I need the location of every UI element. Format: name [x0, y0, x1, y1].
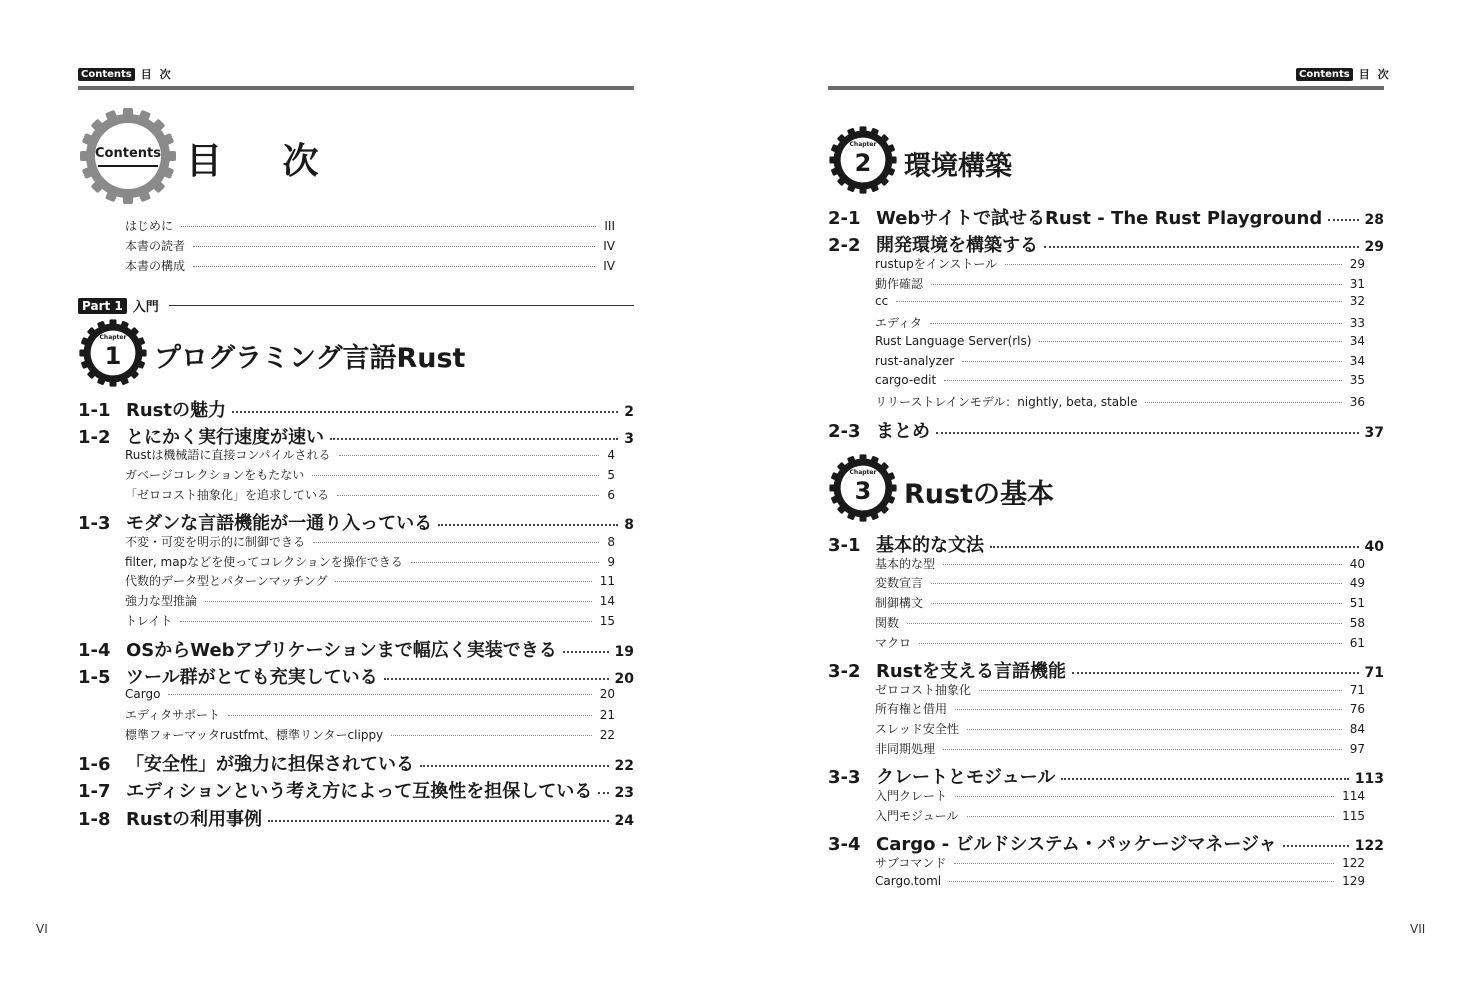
- running-head-tag: Contents: [78, 68, 135, 81]
- page-number: VI: [36, 922, 48, 936]
- section-row[interactable]: 2-2 開発環境を構築する 29: [828, 235, 1384, 256]
- contents-gear-badge: [78, 106, 178, 206]
- running-head: [1296, 66, 1397, 82]
- section-row[interactable]: 1-3 モダンな言語機能が一通り入っている 8: [78, 513, 634, 534]
- chapter-number: 1: [104, 342, 122, 370]
- subsection-row[interactable]: 基本的な型 40: [875, 557, 1365, 571]
- header-rule: [828, 86, 1384, 90]
- subsection-row[interactable]: 「ゼロコスト抽象化」を追求している 6: [125, 488, 615, 502]
- subsection-row[interactable]: 制御構文 51: [875, 596, 1365, 610]
- section-row[interactable]: 3-3 クレートとモジュール 113: [828, 767, 1384, 788]
- subsection-row[interactable]: Cargo 20: [125, 687, 615, 701]
- subsection-row[interactable]: リリーストレインモデル：nightly, beta, stable 36: [875, 395, 1365, 409]
- running-head-label: 目次: [1358, 68, 1397, 81]
- contents-badge-label: Contents: [95, 146, 161, 161]
- subsection-row[interactable]: rust-analyzer 34: [875, 354, 1365, 368]
- subsection-row[interactable]: 所有権と借用 76: [875, 702, 1365, 716]
- contents-title: 目 次: [186, 141, 343, 182]
- section-row[interactable]: 2-3 まとめ 37: [828, 421, 1384, 442]
- subsection-row[interactable]: 非同期処理 97: [875, 742, 1365, 756]
- running-head: [78, 66, 179, 82]
- intro-row[interactable]: 本書の読者 IV: [125, 239, 615, 253]
- section-row[interactable]: 1-2 とにかく実行速度が速い 3: [78, 427, 634, 448]
- intro-row[interactable]: はじめに III: [125, 219, 615, 233]
- right-page: [730, 0, 1460, 1000]
- intro-row[interactable]: 本書の構成 IV: [125, 259, 615, 273]
- chapter-label: Chapter: [99, 334, 127, 341]
- subsection-row[interactable]: 変数宣言 49: [875, 576, 1365, 590]
- subsection-row[interactable]: filter, mapなどを使ってコレクションを操作できる 9: [125, 555, 615, 569]
- subsection-row[interactable]: 動作確認 31: [875, 277, 1365, 291]
- subsection-row[interactable]: rustupをインストール 29: [875, 257, 1365, 271]
- chapter-number: 3: [854, 477, 872, 505]
- subsection-row[interactable]: 入門クレート 114: [875, 789, 1365, 803]
- section-row[interactable]: 1-6 「安全性」が強力に担保されている 22: [78, 754, 634, 775]
- subsection-row[interactable]: トレイト 15: [125, 614, 615, 628]
- section-row[interactable]: 1-8 Rustの利用事例 24: [78, 809, 634, 830]
- section-row[interactable]: 1-7 エディションという考え方によって互換性を担保している 23: [78, 781, 634, 802]
- chapter-number: 2: [854, 149, 872, 177]
- chapter-3-gear-badge: [828, 453, 898, 523]
- running-head-tag: Contents: [1296, 68, 1353, 81]
- subsection-row[interactable]: マクロ 61: [875, 636, 1365, 650]
- subsection-row[interactable]: 不変・可変を明示的に制御できる 8: [125, 535, 615, 549]
- subsection-row[interactable]: 標準フォーマッタrustfmt、標準リンターclippy 22: [125, 728, 615, 742]
- page-number: VII: [1410, 922, 1426, 936]
- header-rule: [78, 86, 634, 90]
- chapter-label: Chapter: [849, 141, 877, 148]
- section-row[interactable]: 3-1 基本的な文法 40: [828, 535, 1384, 556]
- subsection-row[interactable]: エディタサポート 21: [125, 708, 615, 722]
- subsection-row[interactable]: Rust Language Server(rls) 34: [875, 334, 1365, 348]
- chapter-1-title: プログラミング言語Rust: [154, 343, 466, 374]
- chapter-1-gear-badge: [78, 318, 148, 388]
- subsection-row[interactable]: サブコマンド 122: [875, 856, 1365, 870]
- subsection-row[interactable]: cc 32: [875, 294, 1365, 308]
- subsection-row[interactable]: ガベージコレクションをもたない 5: [125, 468, 615, 482]
- chapter-2-gear-badge: [828, 125, 898, 195]
- running-head-label: 目次: [140, 68, 179, 81]
- chapter-3-title: Rustの基本: [904, 479, 1054, 510]
- subsection-row[interactable]: Cargo.toml 129: [875, 874, 1365, 888]
- part-heading: [78, 296, 634, 315]
- section-row[interactable]: 2-1 Webサイトで試せるRust - The Rust Playground 28: [828, 208, 1384, 229]
- section-row[interactable]: 1-1 Rustの魅力 2: [78, 400, 634, 421]
- chapter-2-title: 環境構築: [904, 151, 1012, 182]
- subsection-row[interactable]: cargo-edit 35: [875, 373, 1365, 387]
- section-row[interactable]: 3-4 Cargo - ビルドシステム・パッケージマネージャ 122: [828, 834, 1384, 855]
- subsection-row[interactable]: 強力な型推論 14: [125, 594, 615, 608]
- subsection-row[interactable]: エディタ 33: [875, 316, 1365, 330]
- part-title: 入門: [132, 300, 159, 315]
- part-tag: Part 1: [78, 298, 127, 314]
- subsection-row[interactable]: ゼロコスト抽象化 71: [875, 683, 1365, 697]
- subsection-row[interactable]: 入門モジュール 115: [875, 809, 1365, 823]
- section-row[interactable]: 1-4 OSからWebアプリケーションまで幅広く実装できる 19: [78, 640, 634, 661]
- subsection-row[interactable]: 代数的データ型とパターンマッチング 11: [125, 574, 615, 588]
- section-row[interactable]: 3-2 Rustを支える言語機能 71: [828, 661, 1384, 682]
- chapter-label: Chapter: [849, 469, 877, 476]
- subsection-row[interactable]: Rustは機械語に直接コンパイルされる 4: [125, 448, 615, 462]
- subsection-row[interactable]: 関数 58: [875, 616, 1365, 630]
- section-row[interactable]: 1-5 ツール群がとても充実している 20: [78, 667, 634, 688]
- subsection-row[interactable]: スレッド安全性 84: [875, 722, 1365, 736]
